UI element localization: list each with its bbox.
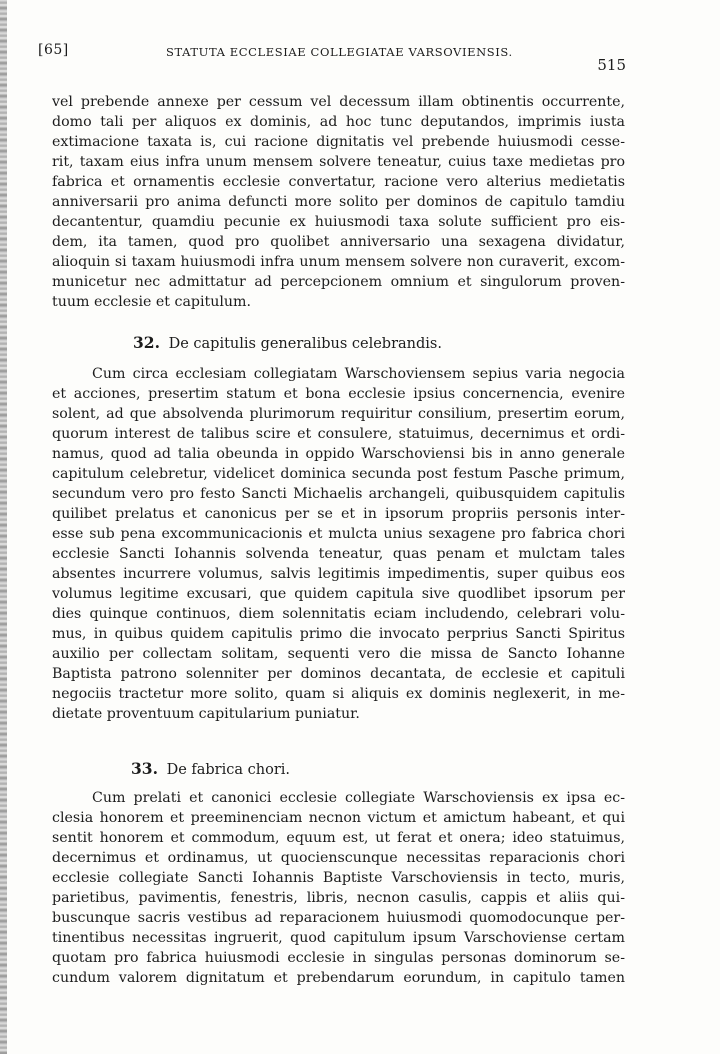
section-heading-33 xyxy=(131,759,290,778)
text-line: domo tali per aliquos ex dominis, ad hoc tunc deputandos, imprimis iusta xyxy=(52,114,625,130)
text-line: secundum vero pro festo Sancti Michaelis archangeli, quibusquidem capitulis xyxy=(52,486,625,502)
text-line: mus, in quibus quidem capitulis primo die invocato perprius Sancti Spiritus xyxy=(52,626,625,642)
text-line: rit, taxam eius infra unum mensem solvere teneatur, cuius taxe medietas pro xyxy=(52,154,625,170)
text-line: decantentur, quamdiu pecunie ex huiusmodi taxa solute sufficient pro eis- xyxy=(52,214,625,230)
text-line: tuum ecclesie et capitulum. xyxy=(52,294,251,310)
page-reference: [65] xyxy=(38,42,69,58)
text-block-section-33 xyxy=(52,788,625,988)
text-line: fabrica et ornamentis ecclesie convertatur, racione vero alterius medietatis xyxy=(52,174,625,190)
text-line: ecclesie Sancti Iohannis solvenda teneatur, quas penam et mulctam tales xyxy=(52,546,625,562)
scan-edge-shadow xyxy=(0,0,7,1054)
text-line: solent, ad que absolvenda plurimorum requiritur consilium, presertim eorum, xyxy=(52,406,625,422)
text-line: Cum prelati et canonici ecclesie collegiate Warschoviensis ex ipsa ec- xyxy=(92,790,625,806)
text-line: dietate proventuum capitularium puniatur. xyxy=(52,706,360,722)
text-block-section-32 xyxy=(52,364,625,724)
section-heading-32 xyxy=(133,333,442,352)
text-line: sentit honorem et commodum, equum est, ut ferat et onera; ideo statuimus, xyxy=(52,830,625,846)
text-line: alioquin si taxam huiusmodi infra unum mensem solvere non curaverit, excom- xyxy=(52,254,625,270)
text-line: parietibus, pavimentis, fenestris, libris, necnon casulis, cappis et aliis qui- xyxy=(52,890,625,906)
text-line: namus, quod ad talia obeunda in oppido Warschoviensi bis in anno generale xyxy=(52,446,625,462)
text-line: cundum valorem dignitatum et prebendarum eorundum, in capitulo tamen xyxy=(52,970,625,986)
text-line: quotam pro fabrica huiusmodi ecclesie in singulas personas dominorum se- xyxy=(52,950,625,966)
running-title: STATUTA ECCLESIAE COLLEGIATAE VARSOVIENSIS. xyxy=(166,45,513,59)
text-line: decernimus et ordinamus, ut quocienscunque necessitas reparacionis chori xyxy=(52,850,625,866)
text-line: Cum circa ecclesiam collegiatam Warschoviensem sepius varia negocia xyxy=(92,366,625,382)
section-title: De capitulis generalibus celebrandis. xyxy=(168,336,442,352)
text-line: capitulum celebretur, videlicet dominica secunda post festum Pasche primum, xyxy=(52,466,625,482)
text-line: dies quinque continuos, diem solennitatis eciam includendo, celebrari volu- xyxy=(52,606,625,622)
text-line: volumus legitime excusari, que quidem capitula sive quodlibet ipsorum per xyxy=(52,586,625,602)
text-line: negociis tractetur more solito, quam si aliquis ex dominis neglexerit, in me- xyxy=(52,686,625,702)
text-line: buscunque sacris vestibus ad reparacionem huiusmodi quomodocunque per- xyxy=(52,910,625,926)
text-line: vel prebende annexe per cessum vel decessum illam obtinentis occurrente, xyxy=(52,94,625,110)
section-number: 33. xyxy=(131,759,158,778)
text-block-continuation xyxy=(52,92,625,312)
text-line: et acciones, presertim statum et bona ecclesie ipsius concernencia, evenire xyxy=(52,386,625,402)
page-number: 515 xyxy=(597,56,626,74)
text-line: esse sub pena excommunicacionis et mulcta unius sexagene pro fabrica chori xyxy=(52,526,625,542)
text-line: ecclesie collegiate Sancti Iohannis Baptiste Varschoviensis in tecto, muris, xyxy=(52,870,625,886)
text-line: municetur nec admittatur ad percepcionem omnium et singulorum proven- xyxy=(52,274,625,290)
text-line: Baptista patrono solenniter per dominos decantata, de ecclesie et capituli xyxy=(52,666,625,682)
text-line: tinentibus necessitas ingruerit, quod capitulum ipsum Varschoviense certam xyxy=(52,930,625,946)
section-title: De fabrica chori. xyxy=(166,762,290,778)
text-line: clesia honorem et preeminenciam necnon victum et amictum habeant, et qui xyxy=(52,810,625,826)
page-header xyxy=(38,38,628,74)
text-line: quilibet prelatus et canonicus per se et in ipsorum propriis personis inter- xyxy=(52,506,625,522)
section-number: 32. xyxy=(133,333,160,352)
text-line: auxilio per collectam solitam, sequenti vero die missa de Sancto Iohanne xyxy=(52,646,625,662)
text-line: dem, ita tamen, quod pro quolibet anniversario una sexagena dividatur, xyxy=(52,234,625,250)
text-line: anniversarii pro anima defuncti more solito per dominos de capitulo tamdiu xyxy=(52,194,625,210)
text-line: extimacione taxata is, cui racione dignitatis vel prebende huiusmodi cesse- xyxy=(52,134,625,150)
text-line: absentes incurrere volumus, salvis legitimis impedimentis, super quibus eos xyxy=(52,566,625,582)
text-line: quorum interest de talibus scire et consulere, statuimus, decernimus et ordi- xyxy=(52,426,625,442)
